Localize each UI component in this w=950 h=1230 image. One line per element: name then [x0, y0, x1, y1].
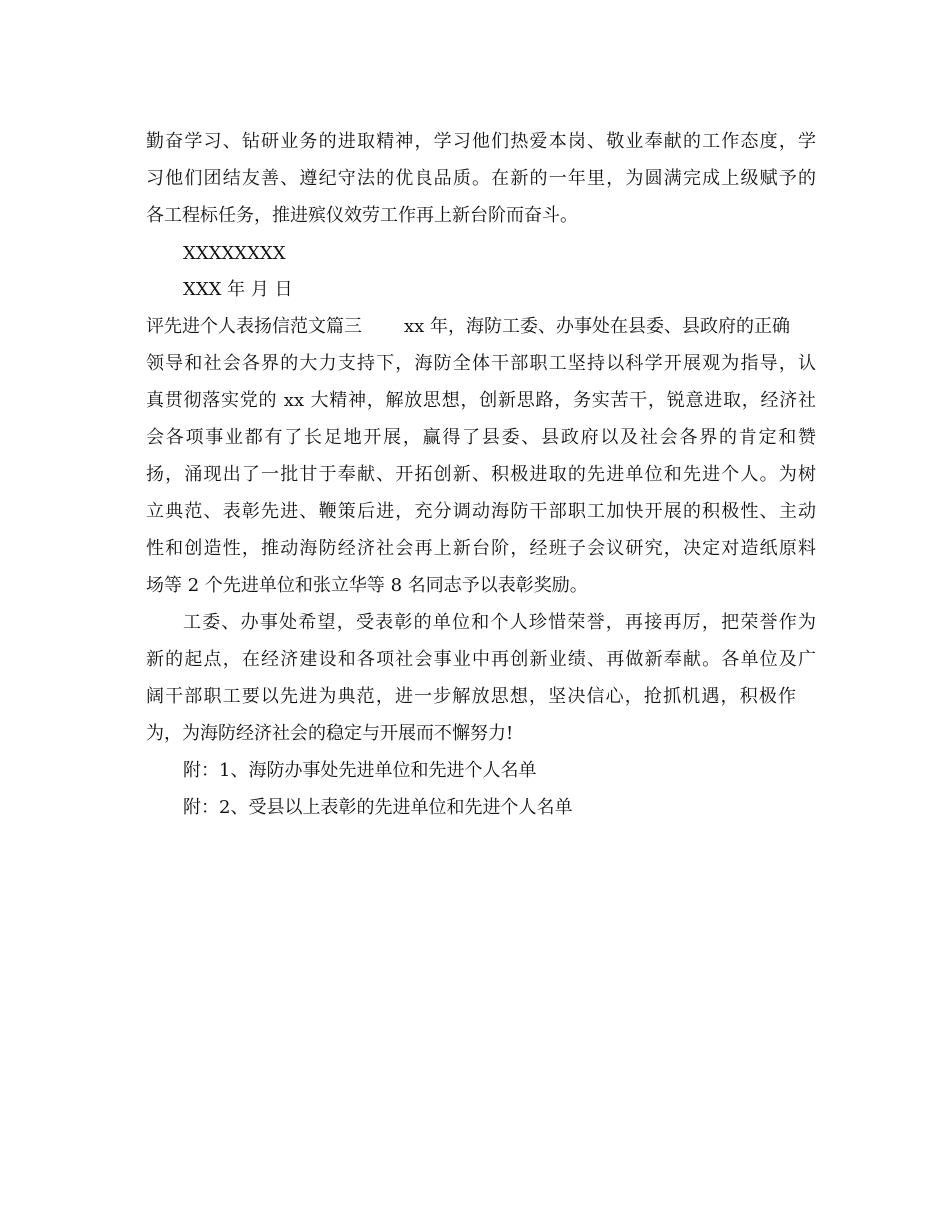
paragraph-line: 真贯彻落实党的 xx 大精神，解放思想，创新思路，务实苦干，锐意进取，经济社: [146, 390, 816, 411]
paragraph-line: 场等 2 个先进单位和张立华等 8 名同志予以表彰奖励。: [146, 575, 588, 596]
paragraph-line: 立典范、表彰先进、鞭策后进，充分调动海防干部职工加快开展的积极性、主动: [146, 501, 816, 522]
paragraph-line: 各工程标任务，推进殡仪效劳工作再上新台阶而奋斗。: [146, 205, 578, 226]
signature: XXXXXXXX: [183, 243, 286, 264]
attachment-item: 附：2、受县以上表彰的先进单位和先进个人名单: [183, 797, 573, 818]
paragraph-line: 勤奋学习、钻研业务的进取精神，学习他们热爱本岗、敬业奉献的工作态度，学: [146, 131, 816, 152]
date-line: XXX 年 月 日: [183, 279, 293, 300]
section-title: 评先进个人表扬信范文篇三: [146, 316, 362, 337]
paragraph-line: 扬，涌现出了一批甘于奉献、开拓创新、积极进取的先进单位和先进个人。为树: [146, 464, 816, 485]
paragraph-line: 新的起点，在经济建设和各项社会事业中再创新业绩、再做新奉献。各单位及广: [146, 649, 816, 670]
attachment-item: 附：1、海防办事处先进单位和先进个人名单: [183, 760, 537, 781]
paragraph-line: 习他们团结友善、遵纪守法的优良品质。在新的一年里，为圆满完成上级赋予的: [146, 168, 816, 189]
section-first-line: xx 年，海防工委、办事处在县委、县政府的正确: [404, 316, 791, 337]
section-heading-line: [146, 311, 816, 343]
paragraph-line: 阔干部职工要以先进为典范，进一步解放思想，坚决信心，抢抓机遇，积极作: [146, 686, 796, 707]
paragraph-line: 为，为海防经济社会的稳定与开展而不懈努力!: [146, 723, 514, 744]
paragraph-line: 领导和社会各界的大力支持下，海防全体干部职工坚持以科学开展观为指导，认: [146, 353, 816, 374]
paragraph-line: 工委、办事处希望，受表彰的单位和个人珍惜荣誉，再接再厉，把荣誉作为: [183, 612, 816, 633]
paragraph-line: 性和创造性，推动海防经济社会再上新台阶，经班子会议研究，决定对造纸原料: [146, 538, 816, 559]
paragraph-line: 会各项事业都有了长足地开展，赢得了县委、县政府以及社会各界的肯定和赞: [146, 427, 816, 448]
